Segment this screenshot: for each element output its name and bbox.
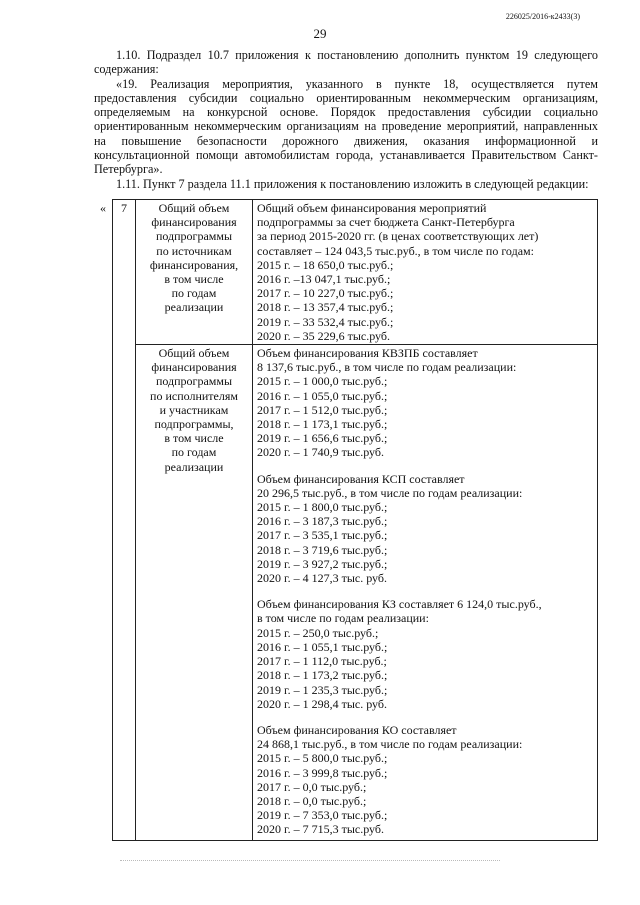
- label-line: реализации: [164, 459, 224, 474]
- page-number: 29: [313, 26, 327, 41]
- value-line: 2016 г. – 1 055,1 тыс.руб.;: [257, 639, 388, 654]
- row2-value-cell: [253, 345, 598, 841]
- value-line: 2019 г. – 1 656,6 тыс.руб.;: [257, 431, 388, 446]
- value-line: 2015 г. – 1 000,0 тыс.руб.;: [257, 374, 388, 389]
- value-line: Объем финансирования КВЗПБ составляет: [257, 346, 478, 361]
- label-line: и участникам: [159, 402, 229, 417]
- value-line: в том числе по годам реализации:: [257, 611, 429, 626]
- value-line: 2019 г. – 3 927,2 тыс.руб.;: [257, 556, 388, 571]
- value-line: 2020 г. – 4 127,3 тыс. руб.: [257, 571, 387, 586]
- value-line: 2018 г. – 1 173,1 тыс.руб.;: [257, 417, 388, 432]
- value-line: составляет – 124 043,5 тыс.руб., в том числе по годам:: [257, 243, 534, 258]
- value-line: 2015 г. – 1 800,0 тыс.руб.;: [257, 500, 388, 515]
- value-line: 2018 г. – 3 719,6 тыс.руб.;: [257, 542, 388, 557]
- label-line: реализации: [164, 300, 224, 315]
- label-line: финансирования,: [149, 257, 239, 272]
- value-line: 2018 г. – 13 357,4 тыс.руб.;: [257, 300, 394, 315]
- document-id: 226025/2016-к2433(3): [505, 12, 580, 21]
- value-line: 20 296,5 тыс.руб., в том числе по годам реализации:: [257, 485, 523, 500]
- value-line: 2020 г. – 1 298,4 тыс. руб.: [257, 696, 387, 711]
- label-line: финансирования: [151, 215, 237, 230]
- executor-block: [257, 597, 593, 723]
- table-row: [113, 200, 598, 345]
- row1-value-cell: [253, 200, 598, 345]
- intro-text: [94, 48, 598, 191]
- label-line: в том числе: [164, 431, 224, 446]
- value-line: Объем финансирования КСП составляет: [257, 471, 465, 486]
- value-line: 2020 г. – 35 229,6 тыс.руб.: [257, 328, 390, 343]
- value-line: 2017 г. – 3 535,1 тыс.руб.;: [257, 528, 388, 543]
- value-line: 2016 г. – 3 999,8 тыс.руб.;: [257, 765, 388, 780]
- row2-label-cell: [136, 345, 253, 841]
- label-line: подпрограммы: [155, 229, 233, 244]
- executor-block: [257, 346, 593, 472]
- label-line: подпрограммы,: [154, 417, 234, 432]
- value-line: 2020 г. – 7 715,3 тыс.руб.: [257, 822, 384, 837]
- label-line: по исполнителям: [150, 388, 238, 403]
- value-line: 2017 г. – 1 112,0 тыс.руб.;: [257, 654, 387, 669]
- footer-line: [120, 860, 500, 861]
- value-line: 2017 г. – 0,0 тыс.руб.;: [257, 779, 367, 794]
- financing-table: [112, 199, 598, 841]
- value-line: 2016 г. –13 047,1 тыс.руб.;: [257, 272, 391, 287]
- label-line: по годам: [171, 445, 217, 460]
- paragraph-1-11: 1.11. Пункт 7 раздела 11.1 приложения к постановлению изложить в следующей редакции:: [116, 176, 589, 191]
- value-line: 2019 г. – 33 532,4 тыс.руб.;: [257, 314, 394, 329]
- row-number: 7: [113, 200, 136, 841]
- row1-label-cell: [136, 200, 253, 345]
- value-line: 2020 г. – 1 740,9 тыс.руб.: [257, 445, 384, 460]
- value-line: 2016 г. – 1 055,0 тыс.руб.;: [257, 388, 388, 403]
- value-line: 24 868,1 тыс.руб., в том числе по годам реализации:: [257, 737, 523, 752]
- value-line: за период 2015-2020 гг. (в ценах соответствующих лет): [257, 229, 539, 244]
- executor-block: [257, 472, 593, 598]
- label-line: по источникам: [156, 243, 232, 258]
- value-line: 2019 г. – 7 353,0 тыс.руб.;: [257, 808, 388, 823]
- value-line: 2018 г. – 0,0 тыс.руб.;: [257, 793, 367, 808]
- label-line: по годам: [171, 286, 217, 301]
- label-line: в том числе: [164, 272, 224, 287]
- value-line: Объем финансирования КО составляет: [257, 722, 457, 737]
- value-line: 2017 г. – 1 512,0 тыс.руб.;: [257, 402, 388, 417]
- label-line: финансирования: [151, 360, 237, 375]
- value-line: 2015 г. – 250,0 тыс.руб.;: [257, 625, 379, 640]
- value-line: 2017 г. – 10 227,0 тыс.руб.;: [257, 286, 394, 301]
- value-line: 2019 г. – 1 235,3 тыс.руб.;: [257, 682, 388, 697]
- value-line: Объем финансирования КЗ составляет 6 124,0 тыс.руб.,: [257, 597, 542, 612]
- value-line: 2016 г. – 3 187,3 тыс.руб.;: [257, 514, 388, 529]
- value-line: 2015 г. – 18 650,0 тыс.руб.;: [257, 257, 394, 272]
- table-row: [113, 345, 598, 841]
- label-line: подпрограммы: [155, 374, 233, 389]
- value-line: 2015 г. – 5 800,0 тыс.руб.;: [257, 751, 388, 766]
- value-line: 8 137,6 тыс.руб., в том числе по годам реализации:: [257, 360, 517, 375]
- executor-block: [257, 723, 593, 839]
- label-line: Общий объем: [158, 346, 230, 361]
- paragraph-1-10: 1.10. Подраздел 10.7 приложения к постановлению дополнить пунктом 19 следующего содержания:: [94, 48, 598, 77]
- label-line: Общий объем: [158, 201, 230, 215]
- value-line: 2018 г. – 1 173,2 тыс.руб.;: [257, 668, 388, 683]
- value-line: Общий объем финансирования мероприятий: [257, 201, 487, 215]
- value-line: подпрограммы за счет бюджета Санкт-Петербурга: [257, 215, 515, 230]
- paragraph-item-19: «19. Реализация мероприятия, указанного в пункте 18, осуществляется путем предоставления субсидии социально ориентированным некоммерческим организациям, определяемым на конкурсной основе. Порядок предоставления субсидии социально ориентированным некоммерческим организациям на проведение мероприятий, направленных на повышение безопасности дорожного движения, оказания информационной и консультационной помощи автомобилистам города, устанавливается Правительством Санкт-Петербурга».: [94, 76, 598, 177]
- opening-quote: «: [100, 201, 106, 215]
